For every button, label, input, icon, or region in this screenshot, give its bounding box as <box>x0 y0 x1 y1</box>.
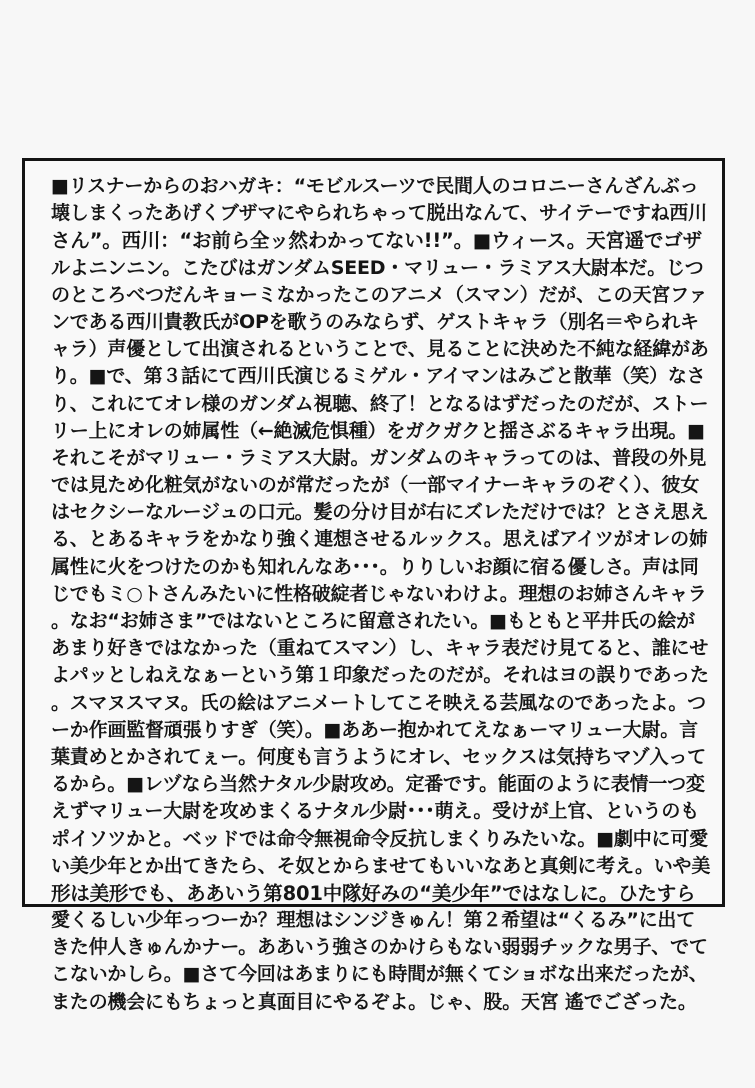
text-line: 。スマヌスマヌ。氏の絵はアニメートしてこそ映える芸風なのであったよ。つ <box>51 691 706 714</box>
text-line: さん”。西川：“お前ら全ッ然わかってない!!”。■ウィース。天宮遥でゴザ <box>51 229 702 253</box>
text-line: り、これにてオレ様のガンダム視聴、終了！となるはずだったのだが、ストー <box>51 392 709 415</box>
text-line: こないかしら。■さて今回はあまりにも時間が無くてショボな出来だったが、 <box>51 963 708 986</box>
text-line: きた仲人きゅんかナー。ああいう強さのかけらもない弱弱チックな男子、でて <box>51 936 708 959</box>
text-line: ポイソツかと。ベッドでは命令無視命令反抗しまくりみたいな。■劇中に可愛 <box>51 827 708 850</box>
text-line: 属性に火をつけたのかも知れんなあ･･･。りりしいお顔に宿る優しさ。声は同 <box>51 555 699 578</box>
text-line: 愛くるしい少年っつーか？理想はシンジきゅん！第２希望は“くるみ”に出て <box>51 909 696 932</box>
text-line: それこそがマリュー・ラミアス大尉。ガンダムのキャラってのは、普段の外見 <box>51 446 707 469</box>
text-line: る、とあるキャラをかなり強く連想させるルックス。思えばアイツがオレの姉 <box>51 528 708 551</box>
text-line: では見ため化粧気がないのが常だったが（一部マイナーキャラのぞく）、彼女 <box>51 474 700 497</box>
text-line: リー上にオレの姉属性（←絶滅危惧種）をガクガクと揺さぶるキャラ出現。■ <box>51 419 705 442</box>
afterword-text-box <box>22 158 725 1013</box>
text-line: い美少年とか出てきたら、そ奴とからませてもいいなあと真剣に考え。いや美 <box>51 854 711 877</box>
text-line: ャラ）声優として出演されるということで、見ることに決めた不純な経緯があ <box>51 338 709 361</box>
afterword-text <box>51 173 711 1016</box>
text-line: り。■で、第３話にて西川氏演じるミゲル・アイマンはみごと散華（笑）なさ <box>51 365 706 388</box>
text-line: 葉責めとかされてぇー。何度も言うようにオレ、セックスは気持ちマゾ入って <box>51 745 706 768</box>
text-line: またの機会にもちょっと真面目にやるぞよ。じゃ、股。天宮 遙でござった。 <box>51 990 697 1013</box>
text-line: ーか作画監督頑張りすぎ（笑）。■ああー抱かれてえなぁーマリュー大尉。言 <box>51 718 698 741</box>
text-line: よパッとしねえなぁーという第１印象だったのだが。それはヨの誤りであった <box>51 664 709 687</box>
text-line: ンである西川貴教氏がOPを歌うのみならず、ゲストキャラ（別名＝やられキ <box>51 310 699 333</box>
text-line: えずマリュー大尉を攻めまくるナタル少尉･･･萌え。受けが上官、というのも <box>51 800 699 823</box>
text-line: ルよニンニン。こたびはガンダムSEED・マリュー・ラミアス大尉本だ。じつ <box>51 256 704 279</box>
text-line: はセクシーなルージュの口元。髪の分け目が右にズレただけでは？とさえ思え <box>51 501 709 524</box>
text-line: ■リスナーからのおハガキ：“モビルスーツで民間人のコロニーさんざんぶっ <box>51 175 699 197</box>
text-line: 。なお“お姉さま”ではないところに留意されたい。■もともと平井氏の絵が <box>51 610 695 632</box>
text-line: あまり好きではなかった（重ねてスマン）し、キャラ表だけ見てると、誰にせ <box>51 637 709 660</box>
text-line: のところべつだんキョーミなかったこのアニメ（スマン）だが、この天宮ファ <box>51 283 708 306</box>
text-line: 形は美形でも、ああいう第801中隊好みの“美少年”ではなしに。ひたすら <box>51 881 696 905</box>
text-line: じでもミ○トさんみたいに性格破綻者じゃないわけよ。理想のお姉さんキャラ <box>51 582 707 605</box>
text-line: 壊しまくったあげくブザマにやられちゃって脱出なんて、サイテーですね西川 <box>51 202 707 225</box>
text-line: るから。■レヅなら当然ナタル少尉攻め。定番です。能面のように表情一つ変 <box>51 773 705 796</box>
